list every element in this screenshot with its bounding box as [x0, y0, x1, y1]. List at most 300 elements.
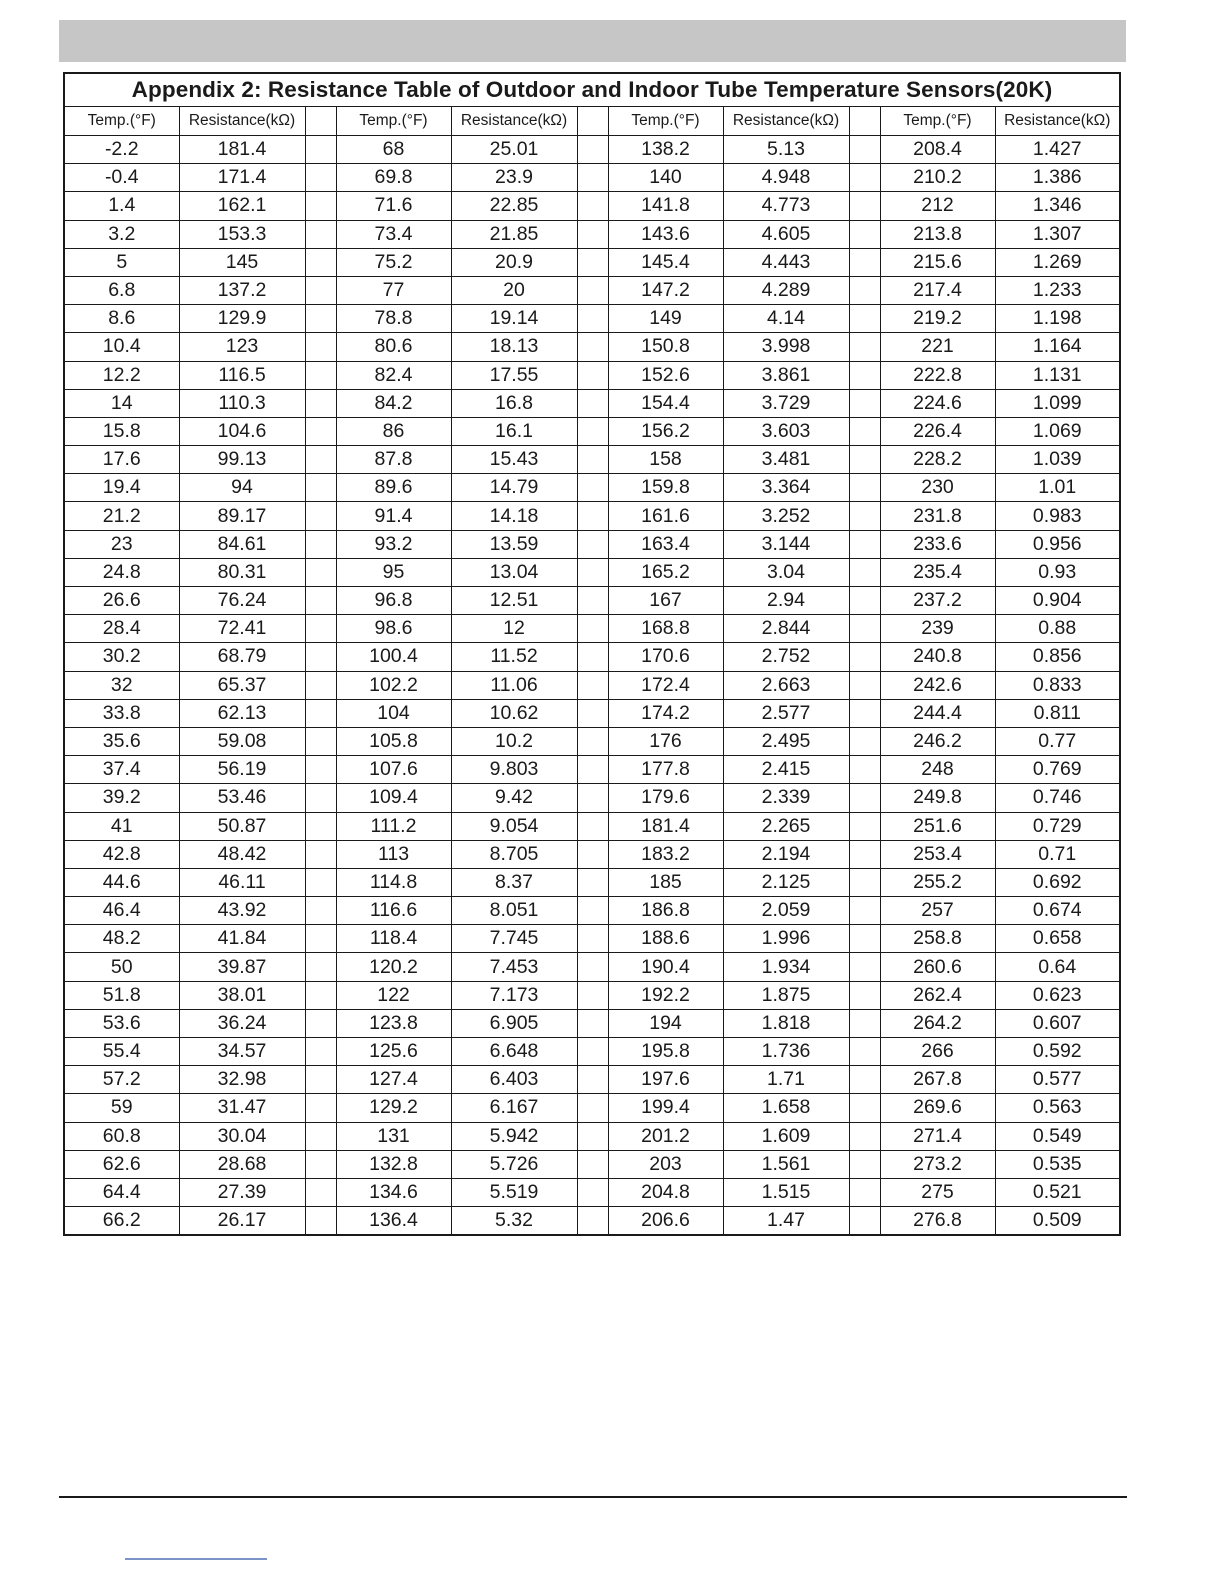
spacer-cell [305, 840, 336, 868]
spacer-cell [849, 897, 880, 925]
resistance-cell: 14.79 [451, 474, 577, 502]
temp-cell: 215.6 [880, 248, 995, 276]
table-row [64, 727, 1120, 755]
resistance-cell: 1.039 [995, 446, 1120, 474]
spacer-cell [849, 1207, 880, 1236]
temp-cell: 55.4 [64, 1038, 179, 1066]
resistance-cell: 11.52 [451, 643, 577, 671]
spacer-cell [305, 1009, 336, 1037]
spacer-cell [849, 305, 880, 333]
spacer-cell [305, 587, 336, 615]
resistance-cell: 2.663 [723, 671, 849, 699]
resistance-cell: 36.24 [179, 1009, 305, 1037]
resistance-header: Resistance(kΩ) [451, 107, 577, 136]
table-row [64, 276, 1120, 304]
resistance-cell: 5.726 [451, 1150, 577, 1178]
resistance-cell: 1.658 [723, 1094, 849, 1122]
spacer-cell [577, 305, 608, 333]
temp-cell: 273.2 [880, 1150, 995, 1178]
spacer-cell [849, 981, 880, 1009]
temp-cell: 42.8 [64, 840, 179, 868]
temp-cell: 149 [608, 305, 723, 333]
spacer-cell [305, 164, 336, 192]
resistance-header: Resistance(kΩ) [995, 107, 1120, 136]
temp-cell: 129.2 [336, 1094, 451, 1122]
table-row [64, 671, 1120, 699]
temp-cell: 19.4 [64, 474, 179, 502]
temp-header: Temp.(°F) [64, 107, 179, 136]
table-row [64, 1150, 1120, 1178]
resistance-cell: 32.98 [179, 1066, 305, 1094]
resistance-cell: 5.13 [723, 136, 849, 164]
spacer-cell [849, 192, 880, 220]
resistance-cell: 104.6 [179, 417, 305, 445]
resistance-cell: 21.85 [451, 220, 577, 248]
temp-cell: 14 [64, 389, 179, 417]
table-row [64, 1207, 1120, 1236]
spacer-cell [849, 699, 880, 727]
temp-cell: 120.2 [336, 953, 451, 981]
spacer-cell [305, 136, 336, 164]
resistance-cell: 7.173 [451, 981, 577, 1009]
spacer-cell [305, 1207, 336, 1236]
temp-cell: 239 [880, 615, 995, 643]
resistance-cell: 2.415 [723, 756, 849, 784]
resistance-cell: 6.648 [451, 1038, 577, 1066]
spacer-cell [849, 1066, 880, 1094]
resistance-cell: 80.31 [179, 558, 305, 586]
table-row [64, 136, 1120, 164]
spacer-cell [305, 1038, 336, 1066]
temp-cell: 75.2 [336, 248, 451, 276]
resistance-cell: 68.79 [179, 643, 305, 671]
temp-cell: 276.8 [880, 1207, 995, 1236]
spacer-cell [577, 953, 608, 981]
temp-cell: 186.8 [608, 897, 723, 925]
spacer-cell [577, 925, 608, 953]
spacer-cell [577, 446, 608, 474]
resistance-cell: 3.481 [723, 446, 849, 474]
temp-cell: 125.6 [336, 1038, 451, 1066]
table-row [64, 502, 1120, 530]
temp-cell: 51.8 [64, 981, 179, 1009]
resistance-cell: 1.996 [723, 925, 849, 953]
table-row [64, 615, 1120, 643]
table-row [64, 530, 1120, 558]
spacer-cell [577, 558, 608, 586]
temp-cell: 24.8 [64, 558, 179, 586]
temp-cell: 46.4 [64, 897, 179, 925]
table-row [64, 1178, 1120, 1206]
temp-cell: 105.8 [336, 727, 451, 755]
spacer-cell [849, 417, 880, 445]
temp-cell: 156.2 [608, 417, 723, 445]
resistance-cell: 16.1 [451, 417, 577, 445]
table-row [64, 925, 1120, 953]
temp-cell: 204.8 [608, 1178, 723, 1206]
temp-cell: 195.8 [608, 1038, 723, 1066]
resistance-header: Resistance(kΩ) [179, 107, 305, 136]
resistance-cell: 12.51 [451, 587, 577, 615]
temp-cell: 82.4 [336, 361, 451, 389]
spacer-cell [577, 671, 608, 699]
table-row [64, 699, 1120, 727]
footer-divider [59, 1496, 1127, 1498]
temp-cell: 44.6 [64, 868, 179, 896]
spacer-cell [577, 192, 608, 220]
temp-cell: 267.8 [880, 1066, 995, 1094]
spacer-cell [577, 276, 608, 304]
spacer-cell [305, 1122, 336, 1150]
resistance-cell: 99.13 [179, 446, 305, 474]
resistance-cell: 0.769 [995, 756, 1120, 784]
temp-cell: 96.8 [336, 587, 451, 615]
temp-cell: 64.4 [64, 1178, 179, 1206]
temp-cell: 249.8 [880, 784, 995, 812]
temp-cell: 104 [336, 699, 451, 727]
temp-cell: 262.4 [880, 981, 995, 1009]
resistance-cell: 0.71 [995, 840, 1120, 868]
resistance-cell: 17.55 [451, 361, 577, 389]
resistance-table-container [63, 72, 1121, 1236]
resistance-cell: 5.32 [451, 1207, 577, 1236]
temp-cell: 176 [608, 727, 723, 755]
resistance-cell: 43.92 [179, 897, 305, 925]
temp-cell: 41 [64, 812, 179, 840]
table-row [64, 953, 1120, 981]
spacer-cell [849, 1178, 880, 1206]
temp-cell: 132.8 [336, 1150, 451, 1178]
resistance-cell: 137.2 [179, 276, 305, 304]
temp-cell: 147.2 [608, 276, 723, 304]
spacer-cell [305, 953, 336, 981]
resistance-cell: 145 [179, 248, 305, 276]
temp-cell: 23 [64, 530, 179, 558]
resistance-cell: 0.592 [995, 1038, 1120, 1066]
resistance-cell: 25.01 [451, 136, 577, 164]
spacer-cell [305, 1178, 336, 1206]
temp-cell: 35.6 [64, 727, 179, 755]
temp-cell: 143.6 [608, 220, 723, 248]
temp-cell: 30.2 [64, 643, 179, 671]
spacer-cell [849, 615, 880, 643]
temp-cell: 199.4 [608, 1094, 723, 1122]
temp-cell: 167 [608, 587, 723, 615]
temp-cell: 190.4 [608, 953, 723, 981]
spacer-cell [305, 389, 336, 417]
temp-cell: 183.2 [608, 840, 723, 868]
spacer-cell [849, 530, 880, 558]
resistance-cell: 2.752 [723, 643, 849, 671]
resistance-cell: 123 [179, 333, 305, 361]
temp-cell: 258.8 [880, 925, 995, 953]
spacer-cell [577, 756, 608, 784]
resistance-cell: 1.515 [723, 1178, 849, 1206]
spacer-cell [577, 530, 608, 558]
spacer-cell [305, 361, 336, 389]
temp-cell: 87.8 [336, 446, 451, 474]
resistance-cell: 3.861 [723, 361, 849, 389]
resistance-cell: 1.233 [995, 276, 1120, 304]
resistance-cell: 46.11 [179, 868, 305, 896]
spacer-cell [305, 530, 336, 558]
temp-cell: 57.2 [64, 1066, 179, 1094]
temp-cell: 116.6 [336, 897, 451, 925]
temp-cell: 213.8 [880, 220, 995, 248]
resistance-cell: 18.13 [451, 333, 577, 361]
temp-cell: 37.4 [64, 756, 179, 784]
spacer-cell [849, 587, 880, 615]
resistance-cell: 1.069 [995, 417, 1120, 445]
temp-cell: 93.2 [336, 530, 451, 558]
temp-cell: 165.2 [608, 558, 723, 586]
resistance-cell: 1.934 [723, 953, 849, 981]
temp-cell: 6.8 [64, 276, 179, 304]
resistance-cell: 5.519 [451, 1178, 577, 1206]
resistance-cell: 0.549 [995, 1122, 1120, 1150]
resistance-cell: 3.144 [723, 530, 849, 558]
spacer-cell [849, 502, 880, 530]
table-row [64, 333, 1120, 361]
spacer-cell [577, 417, 608, 445]
temp-cell: 192.2 [608, 981, 723, 1009]
spacer-cell [849, 446, 880, 474]
spacer-cell [305, 925, 336, 953]
temp-cell: 68 [336, 136, 451, 164]
resistance-cell: 1.736 [723, 1038, 849, 1066]
table-row [64, 812, 1120, 840]
resistance-table [63, 72, 1121, 1236]
temp-cell: 158 [608, 446, 723, 474]
table-row [64, 784, 1120, 812]
resistance-cell: 28.68 [179, 1150, 305, 1178]
table-row [64, 164, 1120, 192]
temp-cell: 12.2 [64, 361, 179, 389]
resistance-cell: 0.93 [995, 558, 1120, 586]
resistance-cell: 4.443 [723, 248, 849, 276]
resistance-cell: 1.164 [995, 333, 1120, 361]
resistance-cell: 0.729 [995, 812, 1120, 840]
temp-cell: 60.8 [64, 1122, 179, 1150]
table-row [64, 1094, 1120, 1122]
spacer-cell [305, 305, 336, 333]
spacer-cell [305, 333, 336, 361]
resistance-cell: 11.06 [451, 671, 577, 699]
temp-cell: 206.6 [608, 1207, 723, 1236]
spacer-cell [849, 727, 880, 755]
temp-cell: 122 [336, 981, 451, 1009]
spacer-cell [305, 107, 336, 136]
resistance-cell: 0.607 [995, 1009, 1120, 1037]
temp-cell: 98.6 [336, 615, 451, 643]
temp-cell: 1.4 [64, 192, 179, 220]
table-row [64, 474, 1120, 502]
spacer-cell [577, 248, 608, 276]
temp-cell: 217.4 [880, 276, 995, 304]
temp-cell: 201.2 [608, 1122, 723, 1150]
temp-header: Temp.(°F) [608, 107, 723, 136]
resistance-cell: 41.84 [179, 925, 305, 953]
spacer-cell [849, 474, 880, 502]
temp-cell: 8.6 [64, 305, 179, 333]
resistance-cell: 56.19 [179, 756, 305, 784]
resistance-cell: 53.46 [179, 784, 305, 812]
resistance-cell: 0.811 [995, 699, 1120, 727]
resistance-cell: 4.773 [723, 192, 849, 220]
resistance-cell: 50.87 [179, 812, 305, 840]
spacer-cell [305, 1150, 336, 1178]
resistance-cell: 8.051 [451, 897, 577, 925]
spacer-cell [577, 1009, 608, 1037]
spacer-cell [305, 1094, 336, 1122]
temp-cell: 240.8 [880, 643, 995, 671]
resistance-cell: 22.85 [451, 192, 577, 220]
temp-cell: 95 [336, 558, 451, 586]
spacer-cell [849, 925, 880, 953]
temp-cell: 231.8 [880, 502, 995, 530]
temp-cell: 33.8 [64, 699, 179, 727]
resistance-cell: 30.04 [179, 1122, 305, 1150]
temp-cell: 80.6 [336, 333, 451, 361]
spacer-cell [305, 981, 336, 1009]
resistance-cell: 0.692 [995, 868, 1120, 896]
resistance-cell: 65.37 [179, 671, 305, 699]
resistance-cell: 1.427 [995, 136, 1120, 164]
resistance-cell: 2.059 [723, 897, 849, 925]
temp-cell: 168.8 [608, 615, 723, 643]
resistance-cell: 8.37 [451, 868, 577, 896]
spacer-cell [577, 164, 608, 192]
temp-cell: 5 [64, 248, 179, 276]
resistance-cell: 9.42 [451, 784, 577, 812]
table-row [64, 1066, 1120, 1094]
temp-cell: 170.6 [608, 643, 723, 671]
temp-cell: 242.6 [880, 671, 995, 699]
temp-cell: 208.4 [880, 136, 995, 164]
resistance-cell: 3.252 [723, 502, 849, 530]
spacer-cell [577, 333, 608, 361]
temp-cell: 194 [608, 1009, 723, 1037]
table-row [64, 220, 1120, 248]
table-row [64, 558, 1120, 586]
resistance-cell: 76.24 [179, 587, 305, 615]
resistance-cell: 0.746 [995, 784, 1120, 812]
resistance-cell: 2.194 [723, 840, 849, 868]
temp-cell: -0.4 [64, 164, 179, 192]
spacer-cell [305, 897, 336, 925]
spacer-cell [305, 558, 336, 586]
temp-cell: 15.8 [64, 417, 179, 445]
temp-cell: 244.4 [880, 699, 995, 727]
resistance-cell: 3.729 [723, 389, 849, 417]
resistance-cell: 34.57 [179, 1038, 305, 1066]
resistance-cell: 89.17 [179, 502, 305, 530]
spacer-cell [305, 699, 336, 727]
table-row [64, 1009, 1120, 1037]
resistance-cell: 129.9 [179, 305, 305, 333]
temp-cell: 152.6 [608, 361, 723, 389]
resistance-cell: 20 [451, 276, 577, 304]
spacer-cell [577, 587, 608, 615]
temp-cell: 233.6 [880, 530, 995, 558]
spacer-cell [849, 1122, 880, 1150]
resistance-cell: 3.364 [723, 474, 849, 502]
temp-cell: 78.8 [336, 305, 451, 333]
resistance-cell: 5.942 [451, 1122, 577, 1150]
spacer-cell [577, 840, 608, 868]
spacer-cell [577, 474, 608, 502]
temp-cell: 235.4 [880, 558, 995, 586]
table-row [64, 361, 1120, 389]
temp-cell: 219.2 [880, 305, 995, 333]
temp-cell: 260.6 [880, 953, 995, 981]
resistance-cell: 0.535 [995, 1150, 1120, 1178]
resistance-cell: 13.59 [451, 530, 577, 558]
temp-cell: 172.4 [608, 671, 723, 699]
resistance-cell: 1.307 [995, 220, 1120, 248]
table-row [64, 446, 1120, 474]
spacer-cell [849, 164, 880, 192]
resistance-cell: 84.61 [179, 530, 305, 558]
spacer-cell [577, 1207, 608, 1236]
spacer-cell [305, 643, 336, 671]
temp-cell: 197.6 [608, 1066, 723, 1094]
resistance-cell: 1.131 [995, 361, 1120, 389]
temp-cell: 10.4 [64, 333, 179, 361]
temp-cell: 100.4 [336, 643, 451, 671]
temp-cell: 145.4 [608, 248, 723, 276]
resistance-cell: 2.125 [723, 868, 849, 896]
resistance-cell: 153.3 [179, 220, 305, 248]
table-row [64, 840, 1120, 868]
spacer-cell [849, 1009, 880, 1037]
temp-cell: 39.2 [64, 784, 179, 812]
temp-cell: 163.4 [608, 530, 723, 558]
table-row [64, 305, 1120, 333]
resistance-header: Resistance(kΩ) [723, 107, 849, 136]
resistance-cell: 13.04 [451, 558, 577, 586]
resistance-cell: 23.9 [451, 164, 577, 192]
spacer-cell [577, 897, 608, 925]
spacer-cell [305, 615, 336, 643]
resistance-cell: 1.875 [723, 981, 849, 1009]
spacer-cell [305, 502, 336, 530]
resistance-cell: 8.705 [451, 840, 577, 868]
resistance-cell: 2.94 [723, 587, 849, 615]
temp-cell: 123.8 [336, 1009, 451, 1037]
resistance-cell: 38.01 [179, 981, 305, 1009]
spacer-cell [305, 446, 336, 474]
resistance-cell: 1.346 [995, 192, 1120, 220]
spacer-cell [849, 1038, 880, 1066]
spacer-cell [849, 276, 880, 304]
temp-cell: 266 [880, 1038, 995, 1066]
spacer-cell [577, 389, 608, 417]
spacer-cell [305, 756, 336, 784]
resistance-cell: 4.289 [723, 276, 849, 304]
spacer-cell [577, 727, 608, 755]
spacer-cell [305, 671, 336, 699]
temp-cell: 111.2 [336, 812, 451, 840]
resistance-cell: 4.948 [723, 164, 849, 192]
temp-cell: 275 [880, 1178, 995, 1206]
temp-header: Temp.(°F) [336, 107, 451, 136]
resistance-cell: 1.269 [995, 248, 1120, 276]
temp-cell: 118.4 [336, 925, 451, 953]
header-band [59, 20, 1126, 62]
spacer-cell [849, 1094, 880, 1122]
temp-cell: 66.2 [64, 1207, 179, 1236]
